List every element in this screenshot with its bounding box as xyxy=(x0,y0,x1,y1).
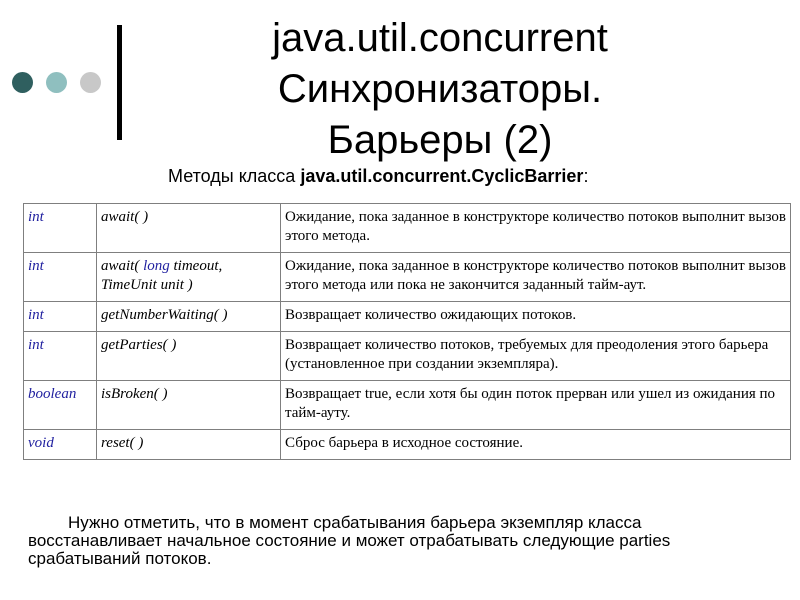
method-cell: getNumberWaiting( ) xyxy=(97,302,281,332)
method-keyword: long xyxy=(143,258,170,274)
title-line-3: Барьеры (2) xyxy=(327,118,553,162)
table-row xyxy=(24,302,791,332)
table-row xyxy=(24,332,791,381)
return-type-cell: boolean xyxy=(24,381,97,430)
method-cell xyxy=(97,253,281,302)
methods-table xyxy=(23,203,791,460)
description-cell: Возвращает true, если хотя бы один поток прерван или ушел из ожидания по тайм-ауту. xyxy=(281,381,791,430)
table-row xyxy=(24,253,791,302)
title-line-2: Синхронизаторы. xyxy=(277,67,603,111)
description-cell: Возвращает количество ожидающих потоков. xyxy=(281,302,791,332)
return-type-cell: int xyxy=(24,204,97,253)
table-row xyxy=(24,204,791,253)
description-cell: Возвращает количество потоков, требуемых для преодоления этого барьера (установленное при создании экземпляра). xyxy=(281,332,791,381)
method-cell: reset( ) xyxy=(97,430,281,460)
title-line-1: java.util.concurrent xyxy=(272,16,608,60)
return-type-cell: int xyxy=(24,332,97,381)
decorative-dot-gray xyxy=(80,72,101,93)
method-prefix: await( xyxy=(101,258,144,274)
description-cell: Сброс барьера в исходное состояние. xyxy=(281,430,791,460)
method-cell: await( ) xyxy=(97,204,281,253)
caption-prefix: Методы класса xyxy=(168,166,301,186)
return-type-cell: int xyxy=(24,253,97,302)
caption-class-name: java.util.concurrent.CyclicBarrier xyxy=(300,166,584,186)
decorative-dot-dark xyxy=(12,72,33,93)
return-type-cell: void xyxy=(24,430,97,460)
method-cell: isBroken( ) xyxy=(97,381,281,430)
note-paragraph xyxy=(28,514,768,568)
slide-title xyxy=(160,13,720,166)
table-row xyxy=(24,430,791,460)
vertical-divider xyxy=(117,25,122,140)
method-suffix: timeout, TimeUnit unit ) xyxy=(101,258,223,293)
return-type-cell: int xyxy=(24,302,97,332)
decorative-dot-light xyxy=(46,72,67,93)
method-cell: getParties( ) xyxy=(97,332,281,381)
description-cell: Ожидание, пока заданное в конструкторе количество потоков выполнит вызов этого метода или пока не закончится заданный тайм-аут. xyxy=(281,253,791,302)
table-caption xyxy=(168,166,588,187)
note-text: Нужно отметить, что в момент срабатывания барьера экземпляр класса восстанавливает начальное состояние и может отрабатывать следующие parties срабатываний потоков. xyxy=(28,513,671,568)
table-row xyxy=(24,381,791,430)
caption-suffix: : xyxy=(583,166,589,186)
description-cell: Ожидание, пока заданное в конструкторе количество потоков выполнит вызов этого метода. xyxy=(281,204,791,253)
